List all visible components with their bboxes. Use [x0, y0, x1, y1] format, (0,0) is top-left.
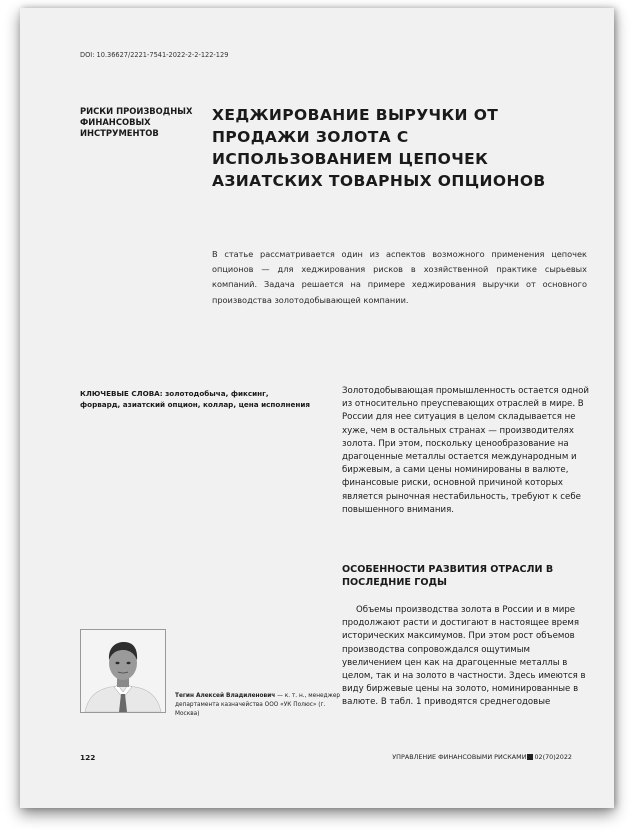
intro-paragraph: Золотодобывающая промышленность остается одной из относительно преуспевающих отраслей в мире. В России для нее ситуация в целом складывается не хуже, чем в остальных странах — производителях золота. При этом, поскольку ценообразование на драгоценные металлы остается международным и биржевым, а сами цены номинированы в валюте, финансовые риски, основной причиной которых является рыночная нестабильность, требуют к себе повышенного внимания. — [342, 386, 589, 515]
keywords-label: КЛЮЧЕВЫЕ СЛОВА: — [80, 389, 163, 398]
journal-name: УПРАВЛЕНИЕ ФИНАНСОВЫМИ РИСКАМИ — [392, 753, 527, 761]
page-number: 122 — [80, 753, 96, 762]
article-title: ХЕДЖИРОВАНИЕ ВЫРУЧКИ ОТ ПРОДАЖИ ЗОЛОТА С ИСПОЛЬЗОВАНИЕМ ЦЕПОЧЕК АЗИАТСКИХ ТОВАРНЫХ ОПЦИОНОВ — [212, 106, 546, 190]
journal-page — [20, 8, 614, 808]
intro-column — [342, 385, 592, 517]
author-name: Тегин Алексей Владиленович — [175, 693, 276, 699]
author-info — [175, 692, 345, 719]
section-paragraph: Объемы производства золота в России и в мире продолжают расти и достигают в настоящее время исторических максимумов. При этом рост объемов производства сопровождался ощутимым увеличением цен как на драгоценные металлы в целом, так и на золото в частности. Здесь имеются в виду биржевые цены на золото, номинированные в валюте. В табл. 1 приводятся среднегодовые — [342, 605, 586, 708]
journal-issue: 02(70)2022 — [534, 753, 572, 761]
doi-line: DOI: 10.36627/2221-7541-2022-2-2-122-129 — [80, 51, 229, 59]
section-heading: ОСОБЕННОСТИ РАЗВИТИЯ ОТРАСЛИ В ПОСЛЕДНИЕ ГОДЫ — [342, 564, 554, 588]
article-abstract: В статье рассматривается один из аспектов возможного применения цепочек опционов — для хеджирования рисков в хозяйственной практике сырьевых компаний. Задача решается на примере хеджирования выручки от основного производства золотодобывающей компании. — [212, 249, 587, 305]
journal-footer — [392, 753, 572, 761]
square-bullet-icon — [527, 754, 533, 760]
keywords — [80, 388, 310, 410]
keywords-text: золотодобыча, фиксинг, форвард, азиатский опцион, коллар, цена исполнения — [80, 389, 311, 409]
section-column — [342, 604, 592, 710]
author-details: — к. т. н., менеджер департамента казначейства ООО «УК Полюс» (г. Москва) — [175, 693, 341, 717]
rubric-label: РИСКИ ПРОИЗВОДНЫХ ФИНАНСОВЫХ ИНСТРУМЕНТОВ — [80, 106, 193, 138]
author-portrait-icon — [81, 630, 165, 712]
author-photo — [80, 629, 166, 713]
